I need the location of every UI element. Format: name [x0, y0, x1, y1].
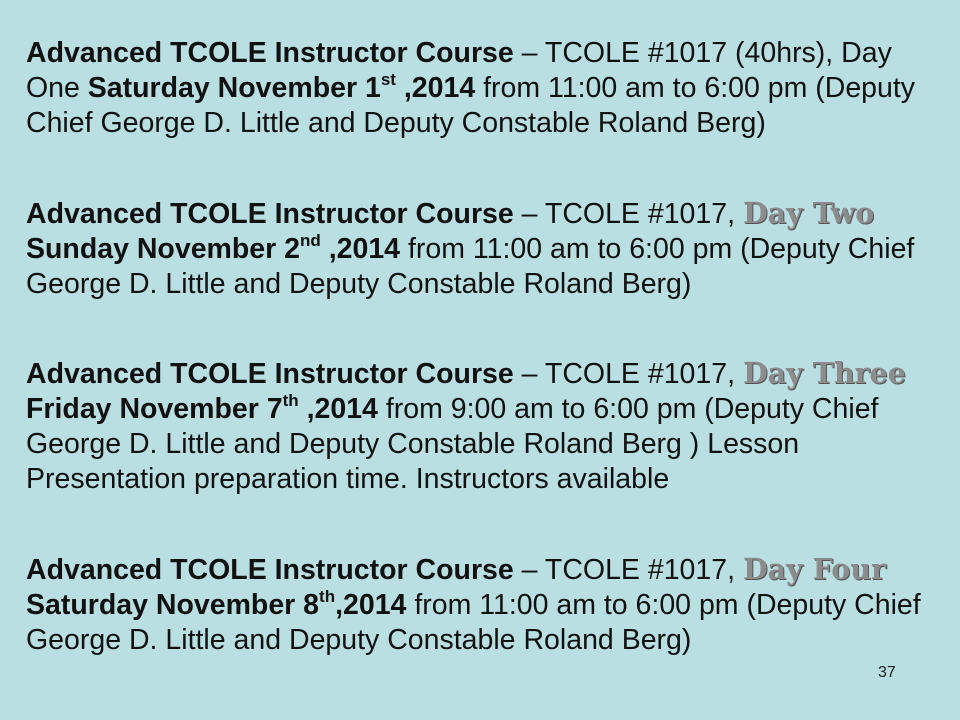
course-date: Sunday November 2	[26, 233, 301, 265]
course-title: Advanced TCOLE Instructor Course	[26, 198, 514, 230]
course-day-four	[26, 552, 931, 658]
course-date: Saturday November 8	[26, 589, 320, 621]
date-suffix: th	[282, 391, 299, 410]
day-label: Day Three	[742, 356, 906, 390]
date-suffix: st	[380, 70, 396, 89]
course-title: Advanced TCOLE Instructor Course	[26, 554, 514, 586]
course-day-two	[26, 196, 931, 302]
course-info: – TCOLE #1017 (40hrs), Day One	[26, 37, 892, 104]
course-day-three	[26, 356, 931, 497]
course-date: Friday November 7	[26, 393, 283, 425]
date-suffix: nd	[300, 231, 321, 250]
course-year: ,2014	[335, 589, 407, 621]
course-year: ,2014	[298, 393, 378, 425]
course-year: ,2014	[320, 233, 401, 265]
course-details: from 11:00 am to 6:00 pm (Deputy Chief George D. Little and Deputy Constable Roland Berg)	[26, 72, 916, 139]
course-info: – TCOLE #1017,	[513, 358, 743, 390]
course-title: Advanced TCOLE Instructor Course	[26, 358, 514, 390]
course-details: from 11:00 am to 6:00 pm (Deputy Chief George D. Little and Deputy Constable Roland Berg)	[26, 233, 915, 300]
course-info: – TCOLE #1017,	[513, 554, 743, 586]
course-details: from 9:00 am to 6:00 pm (Deputy Chief George D. Little and Deputy Constable Roland Berg ) Lesson Presentation preparation time. Instructors available	[26, 393, 879, 495]
day-label: Day Four	[742, 552, 887, 586]
course-details: from 11:00 am to 6:00 pm (Deputy Chief George D. Little and Deputy Constable Roland Berg)	[26, 589, 921, 656]
day-label: Day Two	[742, 196, 875, 230]
course-date: Saturday November 1	[87, 72, 381, 104]
course-year: ,2014	[395, 72, 476, 104]
course-info: – TCOLE #1017,	[513, 198, 743, 230]
course-day-one	[26, 36, 931, 141]
page-number: 37	[878, 664, 896, 681]
date-suffix: th	[319, 587, 336, 606]
course-title: Advanced TCOLE Instructor Course	[26, 37, 514, 69]
